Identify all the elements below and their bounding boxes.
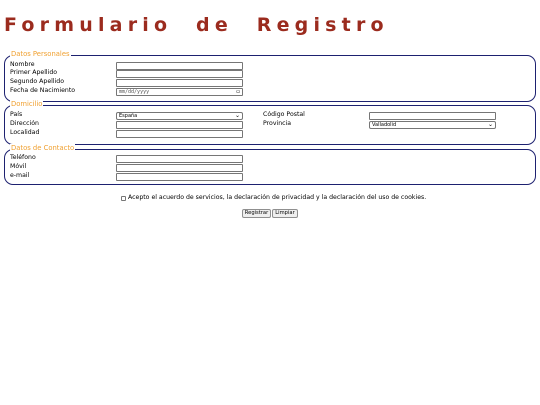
direccion-label: Dirección xyxy=(10,120,39,127)
primer-apellido-input[interactable] xyxy=(116,70,243,78)
email-input[interactable] xyxy=(116,173,243,181)
registrar-button[interactable]: Registrar xyxy=(242,209,271,218)
fieldset-datos-personales xyxy=(4,50,536,102)
localidad-input[interactable] xyxy=(116,130,243,138)
fieldset-domicilio xyxy=(4,100,536,145)
telefono-label: Teléfono xyxy=(10,154,36,161)
segundo-apellido-input[interactable] xyxy=(116,79,243,87)
pais-label: País xyxy=(10,111,23,118)
nombre-label: Nombre xyxy=(10,61,35,68)
telefono-input[interactable] xyxy=(116,155,243,163)
limpiar-button[interactable]: Limpiar xyxy=(272,209,298,218)
movil-input[interactable] xyxy=(116,164,243,172)
provincia-selected: Valladolid xyxy=(372,122,397,128)
fecha-nacimiento-input[interactable] xyxy=(116,88,243,96)
calendar-icon[interactable]: ▭ xyxy=(236,88,240,95)
terms-row xyxy=(121,194,426,202)
legend-datos-contacto: Datos de Contacto xyxy=(11,144,75,152)
page-title: Formulario de Registro xyxy=(4,14,389,36)
pais-select[interactable] xyxy=(116,112,243,120)
nombre-input[interactable] xyxy=(116,62,243,70)
localidad-label: Localidad xyxy=(10,129,40,136)
codigo-postal-input[interactable] xyxy=(369,112,496,120)
primer-apellido-label: Primer Apellido xyxy=(10,69,58,76)
terms-checkbox[interactable] xyxy=(121,196,126,201)
fieldset-datos-contacto xyxy=(4,144,536,185)
fecha-nacimiento-label: Fecha de Nacimiento xyxy=(10,87,76,94)
provincia-label: Provincia xyxy=(263,120,292,127)
codigo-postal-label: Código Postal xyxy=(263,111,305,118)
direccion-input[interactable] xyxy=(116,121,243,129)
legend-datos-personales: Datos Personales xyxy=(11,50,70,58)
chevron-down-icon: ⌄ xyxy=(234,112,240,119)
pais-selected: España xyxy=(119,113,138,119)
provincia-select[interactable] xyxy=(369,121,496,129)
fecha-placeholder: mm/dd/yyyy xyxy=(119,89,150,95)
chevron-down-icon: ⌄ xyxy=(487,121,493,128)
terms-label[interactable]: Acepto el acuerdo de servicios, la declaración de privacidad y la declaración del uso de cookies. xyxy=(128,194,427,201)
email-label: e-mail xyxy=(10,172,30,179)
segundo-apellido-label: Segundo Apellido xyxy=(10,78,65,85)
movil-label: Móvil xyxy=(10,163,27,170)
legend-domicilio: Domicilio xyxy=(11,100,43,108)
